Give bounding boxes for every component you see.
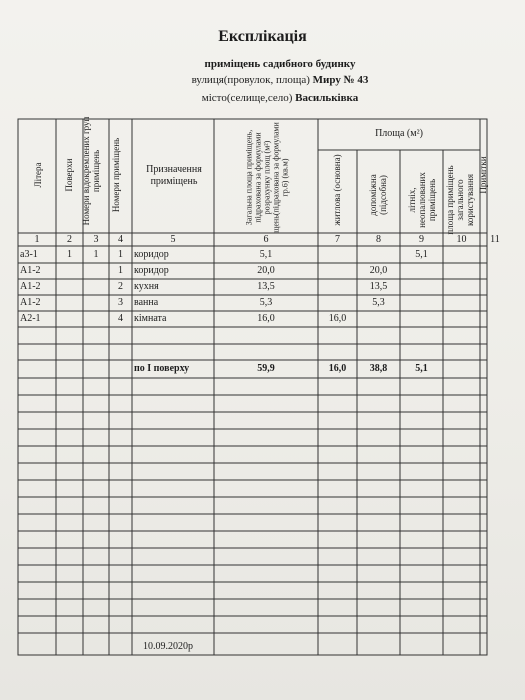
cell-purpose: кухня bbox=[134, 281, 159, 292]
cell-floor: 1 bbox=[67, 249, 72, 260]
col-number: 9 bbox=[419, 234, 424, 245]
total-living-area: 16,0 bbox=[328, 363, 347, 374]
col-number: 11 bbox=[490, 234, 500, 245]
col-number: 10 bbox=[456, 234, 467, 245]
cell-group: 1 bbox=[93, 249, 99, 260]
col-number: 3 bbox=[93, 234, 99, 245]
street-prefix: вулиця(провулок, площа) bbox=[191, 74, 310, 86]
cell-total-area: 13,5 bbox=[257, 281, 275, 292]
cell-litera: А1-2 bbox=[20, 281, 41, 292]
col-number: 8 bbox=[376, 234, 381, 245]
col-number: 2 bbox=[67, 234, 72, 245]
col-number: 4 bbox=[118, 234, 123, 245]
header-auxiliary: допоміжна (підсобна) bbox=[368, 174, 388, 216]
cell-purpose: кімната bbox=[134, 313, 167, 324]
cell-total-area: 5,3 bbox=[259, 297, 273, 308]
cell-living-area: 16,0 bbox=[328, 313, 347, 324]
header-area-group: Площа (м²) bbox=[375, 128, 423, 139]
cell-room-number: 4 bbox=[118, 313, 123, 324]
header-room-numbers: Номери приміщень bbox=[111, 137, 121, 213]
cell-litera: а3-1 bbox=[20, 249, 38, 260]
header-floors: Поверхи bbox=[64, 158, 74, 192]
cell-aux-area: 13,5 bbox=[369, 281, 388, 292]
header-purpose: Призначення приміщень bbox=[146, 164, 202, 187]
cell-total-area: 5,1 bbox=[259, 249, 273, 260]
cell-summer-area: 5,1 bbox=[415, 249, 428, 260]
total-label: по І поверху bbox=[134, 363, 190, 374]
col-number: 1 bbox=[34, 234, 40, 245]
header-litera: Літера bbox=[33, 162, 43, 188]
header-total-area: Загальна площа приміщень, підрахована за формулами розрахунку площ (м²) щень(підрахована за формулами гр.6) (кв.м) bbox=[244, 122, 290, 233]
total-summer-area: 5,1 bbox=[415, 363, 428, 374]
cell-litera: А1-2 bbox=[20, 297, 41, 308]
header-living: житлова (основна) bbox=[332, 154, 342, 226]
city-prefix: місто(селище,село) bbox=[201, 92, 293, 104]
cell-room-number: 2 bbox=[118, 281, 123, 292]
cell-total-area: 20,0 bbox=[257, 265, 275, 276]
cell-purpose: коридор bbox=[134, 265, 169, 276]
cell-room-number: 3 bbox=[118, 297, 123, 308]
total-aux-area: 38,8 bbox=[369, 363, 388, 374]
document-subtitle: приміщень садибного будинку bbox=[204, 58, 356, 70]
header-common: площа приміщень загального користування bbox=[445, 165, 475, 235]
street-value: Миру № 43 bbox=[312, 74, 369, 86]
cell-litera: А1-2 bbox=[20, 265, 41, 276]
cell-aux-area: 5,3 bbox=[372, 297, 385, 308]
document-title: Експлікація bbox=[218, 28, 307, 45]
city-value: Васильківка bbox=[295, 92, 359, 104]
header-groups: Номери відокремлених груп приміщень bbox=[81, 116, 101, 226]
cell-purpose: ванна bbox=[134, 297, 159, 308]
cell-aux-area: 20,0 bbox=[369, 265, 388, 276]
cell-total-area: 16,0 bbox=[257, 313, 275, 324]
cell-purpose: коридор bbox=[134, 249, 169, 260]
col-number: 5 bbox=[170, 234, 176, 245]
col-number: 7 bbox=[335, 234, 340, 245]
cell-litera: А2-1 bbox=[20, 313, 41, 324]
total-area: 59,9 bbox=[257, 363, 275, 374]
header-summer: літніх, неопалюваних приміщень bbox=[407, 172, 437, 228]
document-date: 10.09.2020р bbox=[143, 641, 193, 652]
cell-room-number: 1 bbox=[118, 265, 123, 276]
col-number: 6 bbox=[263, 234, 269, 245]
cell-room-number: 1 bbox=[118, 249, 123, 260]
header-notes: Примітки bbox=[478, 156, 488, 194]
